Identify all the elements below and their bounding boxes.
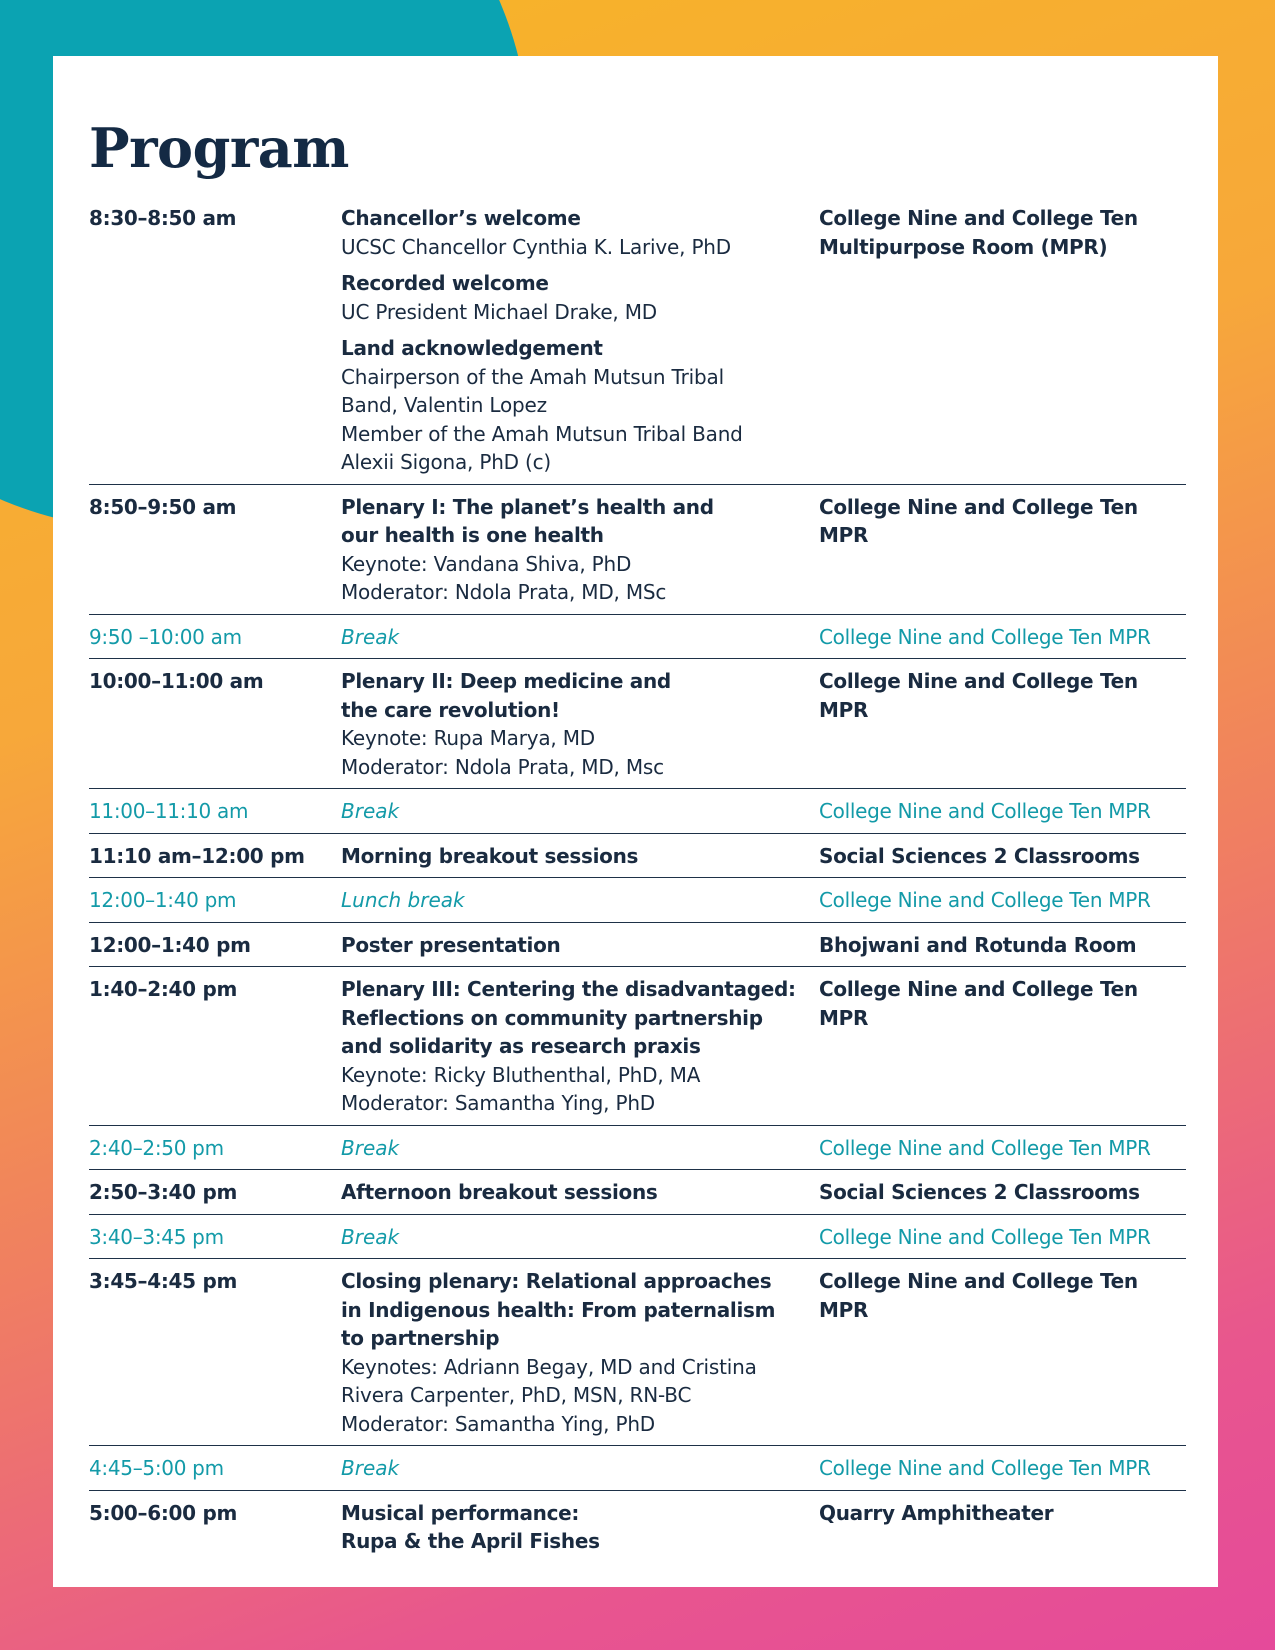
row-time: 12:00–1:40 pm [89, 932, 251, 957]
break-label: Break [341, 1135, 400, 1160]
event-detail: UCSC Chancellor Cynthia K. Larive, PhD [341, 234, 731, 259]
break-label: Break [341, 624, 400, 649]
break-label: Break [341, 1456, 400, 1480]
schedule-row [89, 834, 1186, 879]
row-event [341, 623, 819, 652]
event-title: Plenary I: The planet’s health and [341, 494, 714, 519]
schedule-row [89, 196, 1186, 485]
event-detail: Chairperson of the Amah Mutsun Tribal [341, 364, 724, 389]
row-event [341, 1267, 819, 1438]
break-label: Lunch break [341, 888, 465, 912]
event-segment [341, 204, 819, 261]
schedule-row [89, 1491, 1186, 1563]
row-event [341, 1499, 819, 1556]
row-event [341, 931, 819, 960]
row-event [341, 493, 819, 607]
event-title: Land acknowledgement [341, 336, 603, 360]
row-location [819, 1178, 1186, 1207]
location-line: Social Sciences 2 Classrooms [819, 843, 1140, 868]
event-title: Musical performance: [341, 1500, 580, 1525]
break-label: Break [341, 799, 400, 823]
program-card [53, 56, 1218, 1587]
row-location [819, 204, 1186, 477]
row-location [819, 1267, 1186, 1438]
schedule-row [89, 659, 1186, 789]
row-location [819, 797, 1186, 826]
event-detail: Keynote: Rupa Marya, MD [341, 726, 595, 750]
row-event [341, 1454, 819, 1483]
location-line: Multipurpose Room (MPR) [819, 234, 1108, 259]
event-title: in Indigenous health: From paternalism [341, 1297, 776, 1322]
event-title: the care revolution! [341, 697, 560, 722]
location-line: Quarry Amphitheater [819, 1500, 1054, 1525]
location-line: College Nine and College Ten MPR [819, 669, 1138, 722]
row-time: 10:00–11:00 am [89, 669, 264, 693]
row-event [341, 975, 819, 1118]
event-title: Plenary III: Centering the disadvantaged: [341, 977, 796, 1001]
row-location [819, 1499, 1186, 1556]
event-detail: Alexii Sigona, PhD (c) [341, 450, 552, 474]
location-line: College Nine and College Ten MPR [819, 1269, 1138, 1322]
schedule-row-break [89, 1215, 1186, 1260]
location-line: Bhojwani and Rotunda Room [819, 932, 1137, 957]
schedule-row [89, 967, 1186, 1126]
schedule-table [89, 196, 1186, 1563]
schedule-row [89, 485, 1186, 615]
schedule-row-break [89, 1126, 1186, 1171]
row-location [819, 886, 1186, 915]
location-line: College Nine and College Ten MPR [819, 799, 1151, 823]
location-line: College Nine and College Ten MPR [819, 1224, 1151, 1249]
event-title: Closing plenary: Relational approaches [341, 1269, 772, 1293]
row-location [819, 493, 1186, 607]
event-detail: Keynote: Ricky Bluthenthal, PhD, MA [341, 1062, 701, 1087]
event-title: Poster presentation [341, 932, 561, 957]
location-line: College Nine and College Ten MPR [819, 1456, 1151, 1480]
event-detail: Moderator: Samantha Ying, PhD [341, 1411, 655, 1436]
row-event [341, 667, 819, 781]
row-event [341, 1178, 819, 1207]
event-segment [341, 334, 819, 477]
row-location [819, 842, 1186, 871]
row-location [819, 975, 1186, 1118]
page-title: Program [89, 116, 349, 180]
row-location [819, 931, 1186, 960]
row-location [819, 1223, 1186, 1252]
event-title: Rupa & the April Fishes [341, 1529, 600, 1553]
row-event [341, 797, 819, 826]
row-time: 11:10 am–12:00 pm [89, 843, 305, 868]
row-time: 3:45–4:45 pm [89, 1269, 238, 1293]
row-time: 3:40–3:45 pm [89, 1224, 224, 1249]
row-time: 11:00–11:10 am [89, 799, 249, 823]
row-location [819, 1454, 1186, 1483]
schedule-row-break [89, 789, 1186, 834]
row-time: 2:50–3:40 pm [89, 1180, 238, 1204]
location-line: College Nine and College Ten MPR [819, 494, 1138, 547]
event-detail: UC President Michael Drake, MD [341, 299, 657, 324]
event-detail: Keynote: Vandana Shiva, PhD [341, 551, 632, 576]
location-line: Social Sciences 2 Classrooms [819, 1180, 1140, 1204]
row-event [341, 842, 819, 871]
row-time: 12:00–1:40 pm [89, 888, 237, 912]
location-line: College Nine and College Ten [819, 206, 1138, 230]
schedule-row-break [89, 615, 1186, 660]
row-time: 4:45–5:00 pm [89, 1456, 224, 1480]
event-title: Morning breakout sessions [341, 843, 639, 868]
row-time: 8:50–9:50 am [89, 494, 237, 519]
event-detail: Rivera Carpenter, PhD, MSN, RN-BC [341, 1383, 692, 1407]
location-line: College Nine and College Ten MPR [819, 1135, 1151, 1160]
event-detail: Member of the Amah Mutsun Tribal Band [341, 421, 743, 446]
event-detail: Band, Valentin Lopez [341, 393, 547, 417]
row-time: 2:40–2:50 pm [89, 1135, 224, 1160]
event-detail: Moderator: Ndola Prata, MD, MSc [341, 580, 667, 604]
row-time: 9:50 –10:00 am [89, 624, 242, 649]
location-line: College Nine and College Ten MPR [819, 977, 1138, 1030]
event-detail: Keynotes: Adriann Begay, MD and Cristina [341, 1354, 757, 1379]
schedule-row [89, 1259, 1186, 1446]
event-title: Chancellor’s welcome [341, 206, 581, 230]
schedule-row-break [89, 1446, 1186, 1491]
row-location [819, 667, 1186, 781]
event-title: Plenary II: Deep medicine and [341, 669, 671, 693]
event-segment [341, 269, 819, 326]
location-line: College Nine and College Ten MPR [819, 888, 1151, 912]
event-detail: Moderator: Ndola Prata, MD, Msc [341, 754, 664, 779]
row-event [341, 886, 819, 915]
row-time: 8:30–8:50 am [89, 206, 237, 230]
event-title: Afternoon breakout sessions [341, 1180, 658, 1204]
event-title: our health is one health [341, 523, 604, 547]
event-title: to partnership [341, 1326, 500, 1350]
event-detail: Moderator: Samantha Ying, PhD [341, 1091, 655, 1115]
schedule-row-break [89, 878, 1186, 923]
row-event [341, 204, 819, 477]
event-title: and solidarity as research praxis [341, 1034, 701, 1058]
row-event [341, 1223, 819, 1252]
location-line: College Nine and College Ten MPR [819, 624, 1151, 649]
schedule-row [89, 923, 1186, 968]
row-time: 1:40–2:40 pm [89, 977, 238, 1001]
event-title: Recorded welcome [341, 271, 549, 295]
row-location [819, 623, 1186, 652]
row-time: 5:00–6:00 pm [89, 1500, 238, 1525]
schedule-row [89, 1170, 1186, 1215]
row-location [819, 1134, 1186, 1163]
row-event [341, 1134, 819, 1163]
event-title: Reflections on community partnership [341, 1005, 763, 1030]
break-label: Break [341, 1224, 400, 1249]
